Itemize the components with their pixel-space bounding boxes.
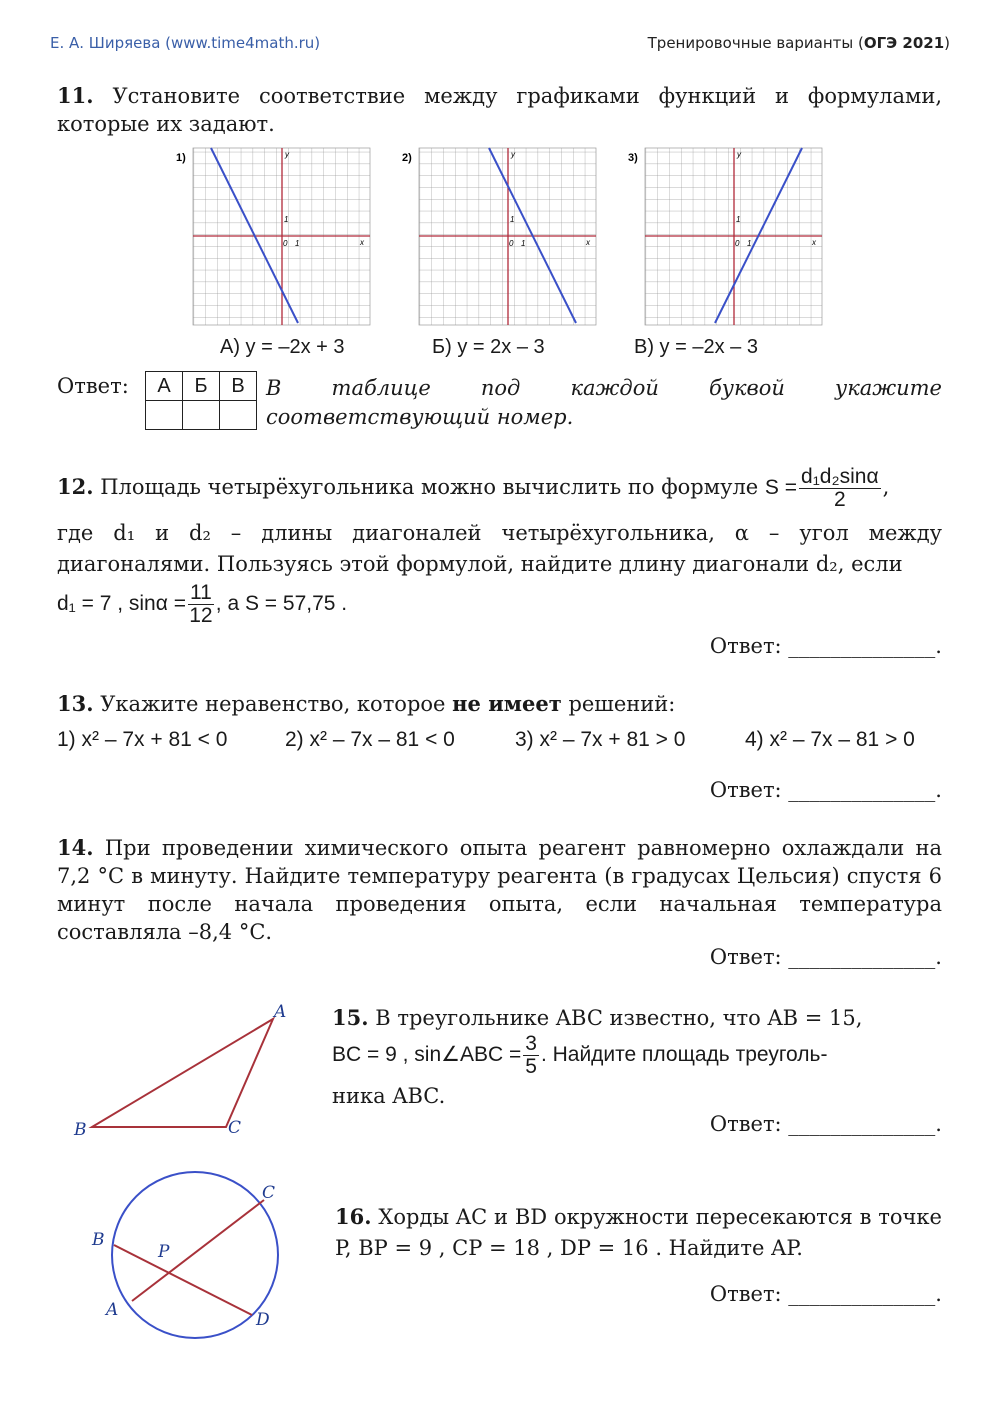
- svg-text:1): 1): [176, 152, 186, 164]
- q12-answer[interactable]: Ответ: ______________.: [709, 634, 942, 658]
- q15-answer[interactable]: Ответ: ______________.: [709, 1112, 942, 1136]
- table-header-a: А: [146, 372, 183, 401]
- svg-text:P: P: [158, 1242, 170, 1262]
- q14-answer[interactable]: Ответ: ______________.: [709, 945, 942, 969]
- graph-2: [402, 148, 596, 325]
- formula-c: В) y = –2x – 3: [634, 336, 758, 358]
- q13-option-4: 4) x² – 7x – 81 > 0: [745, 728, 915, 751]
- svg-text:1: 1: [284, 215, 289, 224]
- q13-answer[interactable]: Ответ: ______________.: [709, 778, 942, 802]
- svg-text:A: A: [274, 1002, 287, 1022]
- q11-text: 11. Установите соответствие между графиками функций и формулами, которые их задают.: [57, 83, 942, 136]
- svg-text:0: 0: [283, 239, 288, 248]
- answer-cell-b[interactable]: [183, 401, 220, 430]
- q12-text2: где d₁ и d₂ – длины диагоналей четырёхугольника, α – угол между диагоналями. Пользуясь этой формулой, найдите длину диагонали d₂, если: [57, 521, 942, 576]
- svg-text:1: 1: [736, 215, 741, 224]
- svg-text:B: B: [74, 1120, 87, 1140]
- svg-text:y: y: [285, 150, 289, 159]
- svg-text:C: C: [262, 1183, 276, 1203]
- q11-instruction: В таблице под каждой буквой укажите соответствующий номер.: [266, 376, 942, 429]
- svg-text:x: x: [812, 238, 816, 247]
- header-author: Е. А. Ширяева (www.time4math.ru): [50, 34, 321, 52]
- q13-text: 13. Укажите неравенство, которое не имеет решений:: [57, 691, 676, 716]
- q13-option-2: 2) x² – 7x – 81 < 0: [285, 728, 455, 751]
- formula-a: А) y = –2x + 3: [220, 336, 345, 358]
- svg-text:0: 0: [509, 239, 514, 248]
- svg-text:y: y: [511, 150, 515, 159]
- svg-text:1: 1: [521, 239, 526, 248]
- q15-triangle: [60, 995, 320, 1145]
- formula-b: Б) y = 2x – 3: [432, 336, 545, 358]
- svg-text:x: x: [360, 238, 364, 247]
- q13-option-3: 3) x² – 7x + 81 > 0: [515, 728, 686, 751]
- q12-text: 12. Площадь четырёхугольника можно вычислить по формуле S = $\frac{\text{d₁d₂sinα}}{2}$ ,: [57, 465, 890, 511]
- svg-text:3): 3): [628, 152, 638, 164]
- q11-graphs: [170, 140, 850, 330]
- table-header-b: Б: [183, 372, 220, 401]
- table-header-c: В: [220, 372, 257, 401]
- q15-text2: BC = 9 , sin∠ABC = $\frac{3}{5}$ . Найдите площадь треуголь-: [332, 1032, 828, 1078]
- q16-text: 16. Хорды AC и BD окружности пересекаются в точке P, BP = 9 , CP = 18 , DP = 16 . Найдите AP.: [335, 1204, 942, 1260]
- svg-text:y: y: [737, 150, 741, 159]
- svg-text:x: x: [586, 238, 590, 247]
- svg-text:A: A: [106, 1300, 119, 1320]
- svg-text:2): 2): [402, 152, 412, 164]
- svg-text:D: D: [256, 1310, 270, 1330]
- q11-answer-table: [145, 371, 257, 430]
- header-title: Тренировочные варианты (ОГЭ 2021): [647, 34, 950, 52]
- answer-cell-c[interactable]: [220, 401, 257, 430]
- svg-text:1: 1: [510, 215, 515, 224]
- svg-text:1: 1: [747, 239, 752, 248]
- svg-text:0: 0: [735, 239, 740, 248]
- q12-conditions: d₁ = 7 , sinα = $\frac{11}{12}$ , а S = 57,75 .: [57, 581, 348, 627]
- graph-1: [176, 148, 370, 325]
- graph-3: [628, 148, 822, 325]
- q16-answer[interactable]: Ответ: ______________.: [709, 1282, 942, 1306]
- q11-answer-label: Ответ:: [57, 374, 129, 398]
- svg-text:C: C: [228, 1118, 242, 1138]
- q13-option-1: 1) x² – 7x + 81 < 0: [57, 728, 228, 751]
- svg-text:1: 1: [295, 239, 300, 248]
- q16-circle: [80, 1165, 310, 1365]
- q14-text: 14. При проведении химического опыта реагент равномерно охлаждали на 7,2 °С в минуту. Найдите температуру реагента (в градусах Цельсия) спустя 6 минут после начала проведения опыта, если начальная температура составляла –8,4 °С.: [57, 835, 942, 944]
- q15-text1: 15. В треугольнике ABC известно, что AB = 15,: [332, 1005, 863, 1030]
- q15-text3: ника ABC.: [332, 1084, 446, 1108]
- svg-text:B: B: [92, 1230, 105, 1250]
- answer-cell-a[interactable]: [146, 401, 183, 430]
